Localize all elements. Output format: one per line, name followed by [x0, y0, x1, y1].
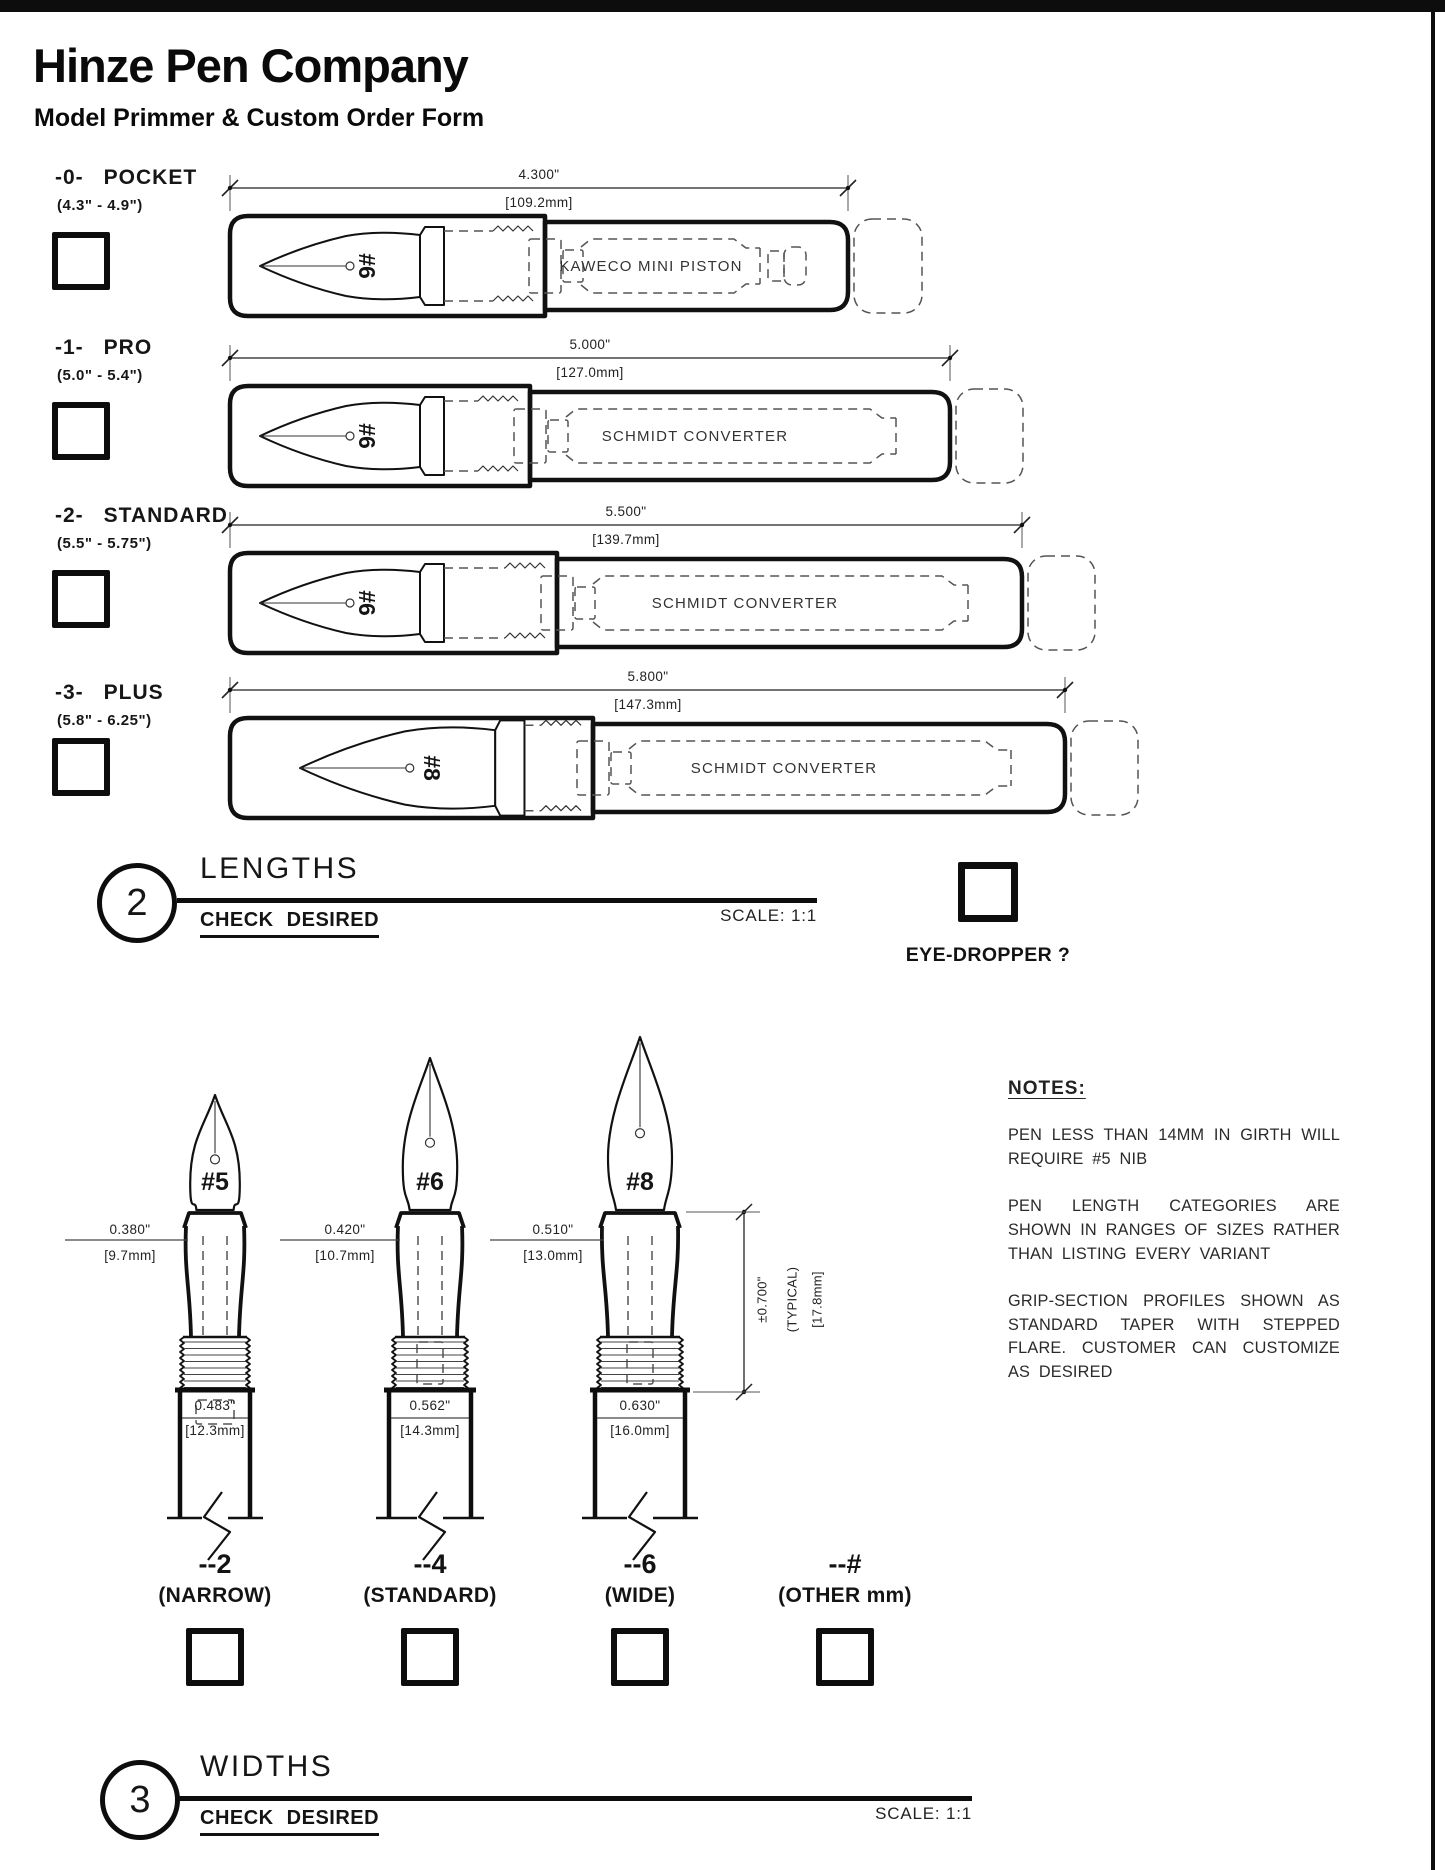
length-name: STANDARD: [103, 504, 228, 527]
width-code-other: --#: [828, 1549, 862, 1579]
checkbox-width-standard[interactable]: [401, 1628, 459, 1686]
typical-dim-value: ±0.700": [754, 1276, 770, 1323]
dimension-inches: 0.510": [532, 1222, 574, 1237]
scale-note: SCALE: 1:1: [875, 1804, 972, 1823]
length-option-plus: [55, 681, 164, 705]
section-number-lengths: [97, 863, 177, 943]
length-range-plus: (5.8" - 6.25"): [57, 712, 152, 729]
filling-system-label: SCHMIDT CONVERTER: [601, 428, 789, 445]
nib-size-tag: #6: [354, 253, 380, 279]
length-option-pocket: [55, 166, 197, 190]
note-item: PEN LESS THAN 14MM IN GIRTH WILL REQUIRE #5 NIB: [1008, 1126, 1340, 1168]
length-range-standard: (5.5" - 5.75"): [57, 535, 152, 552]
width-name: (WIDE): [604, 1584, 676, 1607]
dimension-mm: [10.7mm]: [315, 1248, 375, 1263]
note-item: PEN LENGTH CATEGORIES ARE SHOWN IN RANGES OF SIZES RATHER THAN LISTING EVERY VARIANT: [1008, 1197, 1340, 1263]
eyedropper-label: EYE-DROPPER ?: [905, 944, 1071, 966]
dimension-inches: 5.000": [569, 337, 611, 352]
dimension-mm: [109.2mm]: [505, 195, 573, 210]
nib-size-label: #6: [416, 1168, 444, 1196]
length-option-pro: [55, 336, 152, 360]
checkbox-width-wide[interactable]: [611, 1628, 669, 1686]
width-name: (NARROW): [158, 1584, 272, 1607]
dimension-mm: [13.0mm]: [523, 1248, 583, 1263]
section-divider: [177, 1796, 972, 1801]
width-name: (STANDARD): [363, 1584, 497, 1607]
length-code: -1-: [55, 336, 84, 359]
typical-dim-mm: [17.8mm]: [809, 1271, 825, 1328]
section-divider: [177, 898, 817, 903]
dimension-inches: 0.630": [619, 1398, 661, 1413]
section-title-lengths: LENGTHS: [200, 852, 360, 885]
typical-dim-note: (TYPICAL): [784, 1266, 800, 1333]
dimension-inches: 5.800": [627, 669, 669, 684]
checkbox-width-narrow[interactable]: [186, 1628, 244, 1686]
dimension-mm: [139.7mm]: [592, 532, 660, 547]
section-number-widths: [100, 1760, 180, 1840]
section-title-widths: WIDTHS: [200, 1750, 334, 1783]
dimension-inches: 0.562": [409, 1398, 451, 1413]
dimension-mm: [16.0mm]: [610, 1423, 670, 1438]
dimension-inches: 4.300": [518, 167, 560, 182]
width-code: --6: [623, 1549, 657, 1579]
dimension-mm: [147.3mm]: [614, 697, 682, 712]
length-code: -0-: [55, 166, 84, 189]
section-number-text: 2: [126, 881, 148, 924]
checkbox-length-plus[interactable]: [52, 738, 110, 796]
length-name: PLUS: [103, 681, 164, 704]
page-title: Hinze Pen Company: [33, 39, 468, 92]
section-instruction: CHECK DESIRED: [200, 1807, 379, 1836]
length-range-pocket: (4.3" - 4.9"): [57, 197, 143, 214]
filling-system-label: SCHMIDT CONVERTER: [690, 760, 878, 777]
width-code: --4: [413, 1549, 447, 1579]
checkbox-width-other[interactable]: [816, 1628, 874, 1686]
checkbox-length-standard[interactable]: [52, 570, 110, 628]
dimension-mm: [127.0mm]: [556, 365, 624, 380]
nib-size-label: #5: [201, 1168, 229, 1196]
section-instruction: CHECK DESIRED: [200, 909, 379, 938]
filling-system-label: SCHMIDT CONVERTER: [651, 595, 839, 612]
section-number-text: 3: [129, 1778, 151, 1821]
note-item: GRIP-SECTION PROFILES SHOWN AS STANDARD TAPER WITH STEPPED FLARE. CUSTOMER CAN CUSTOMIZE AS DESIRED: [1008, 1292, 1340, 1381]
length-range-pro: (5.0" - 5.4"): [57, 367, 143, 384]
nib-size-tag: #6: [354, 423, 380, 449]
dimension-mm: [14.3mm]: [400, 1423, 460, 1438]
scale-note: SCALE: 1:1: [720, 906, 817, 925]
length-code: -3-: [55, 681, 84, 704]
notes-title: NOTES:: [1008, 1078, 1086, 1099]
length-name: PRO: [103, 336, 153, 359]
checkbox-length-pocket[interactable]: [52, 232, 110, 290]
dimension-mm: [9.7mm]: [104, 1248, 156, 1263]
nib-size-label: #8: [626, 1168, 654, 1196]
width-code: --2: [198, 1549, 232, 1579]
dimension-inches: 0.380": [109, 1222, 151, 1237]
dimension-inches: 0.420": [324, 1222, 366, 1237]
dimension-inches: 5.500": [605, 504, 647, 519]
dimension-inches: 0.483": [194, 1398, 236, 1413]
page-subtitle: Model Primmer & Custom Order Form: [34, 104, 485, 132]
dimension-mm: [12.3mm]: [185, 1423, 245, 1438]
checkbox-length-pro[interactable]: [52, 402, 110, 460]
length-option-standard: [55, 504, 228, 528]
filling-system-label: KAWECO MINI PISTON: [559, 258, 743, 275]
checkbox-eyedropper[interactable]: [958, 862, 1018, 922]
width-name-other: (OTHER mm): [778, 1584, 912, 1607]
length-code: -2-: [55, 504, 84, 527]
notes-block: [1008, 1078, 1340, 1385]
nib-size-tag: #6: [354, 590, 380, 616]
length-name: POCKET: [103, 166, 198, 189]
nib-size-tag: #8: [419, 755, 445, 781]
